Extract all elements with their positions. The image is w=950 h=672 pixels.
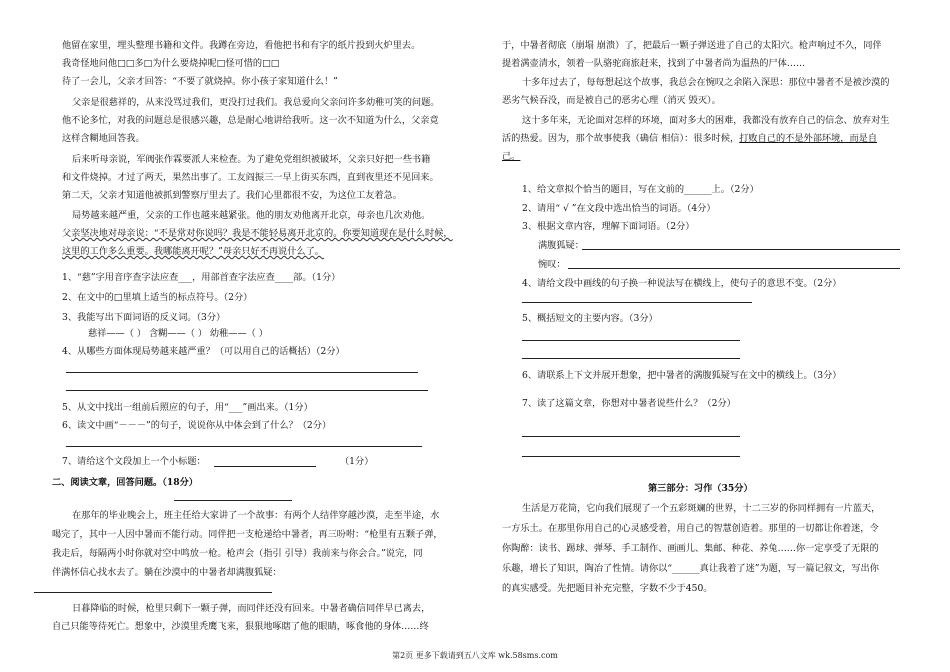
question-7-text: 7、请给这个文段加上一个小标题： bbox=[62, 456, 206, 467]
composition-line: 你陶醉：读书、踢球、弹琴、手工制作、画画儿、集邮、种花、养兔……你一定享受了无限的 bbox=[502, 543, 879, 554]
answer-line[interactable] bbox=[568, 268, 900, 269]
question-5: 5、从文中找出一组前后照应的句子，用“___”画出来。（1分） bbox=[62, 402, 313, 413]
story-line: 于，中暑者彻底（崩塌 崩溃）了，把最后一颗子弹送进了自己的太阳穴。枪声响过不久，同伴 bbox=[502, 40, 882, 51]
passage1-line bbox=[62, 246, 324, 258]
composition-line: 生活是万花筒，它向我们展现了一个五彩斑斓的世界，十二三岁的你同样拥有一片蓝天， bbox=[522, 503, 881, 514]
passage1-line: 他不论多忙，对我的问题总是很感兴趣，总是耐心地讲给我听。这一次不知道为什么，父亲竟 bbox=[62, 115, 439, 126]
story-line: 提着满壶清水，领着一队骆驼商旅赶来，找到了中暑者尚为温热的尸体…… bbox=[502, 58, 806, 69]
passage1-line: 第二天，父亲才知道他被抓到警察厅里去了。我们心里都很不安，为这位工友着急。 bbox=[62, 190, 402, 201]
story-line: 日暮降临的时候，枪里只剩下一颗子弹，而同伴还没有回来。中暑者确信同伴早已离去， bbox=[72, 603, 431, 614]
story-line: 我走后，每隔两小时你就对空中鸣放一枪。枪声会（指引 引导）我前来与你会合。”说完，同 bbox=[52, 548, 423, 559]
passage1-line: 我奇怪地问他□□多□为什么要烧掉呢□怪可惜的□□ bbox=[62, 58, 280, 69]
section-2-heading: 二、阅读文章，回答问题。（18分） bbox=[52, 477, 198, 488]
story-line: 喝完了，其中一人因中暑而不能行动。同伴把一支枪递给中暑者，再三吩咐：“枪里有五颗子弹， bbox=[52, 529, 443, 540]
question-4: 4、从哪些方面体现局势越来越严重？（可以用自己的话概括）（2分） bbox=[62, 346, 345, 357]
answer-line[interactable] bbox=[66, 446, 422, 447]
passage1-line: 待了一会儿，父亲才回答：“不要了就烧掉。你小孩子家知道什么！” bbox=[62, 76, 338, 87]
passage1-line: 他留在家里，埋头整理书籍和文件。我蹲在旁边，看他把书和有字的纸片投到火炉里去。 bbox=[62, 40, 421, 51]
composition-line: 乐趣，增长了知识，陶冶了性情。请你以“______真让我着了迷”为题，写一篇记叙文，写出你 bbox=[502, 563, 879, 574]
question-r2: 2、请用“ √ ”在文段中选出恰当的词语。（4分） bbox=[522, 203, 716, 214]
story-line: 伴满怀信心找水去了。躺在沙漠中的中暑者却满腹狐疑： bbox=[52, 567, 282, 578]
question-1: 1、“慈”字用音序查字法应查___，用部首查字法应查____部。（1分） bbox=[62, 272, 341, 283]
passage1-line: 父亲是很慈祥的，从来没骂过我们，更没打过我们。我总爱向父亲问许多幼稚可笑的问题。 bbox=[72, 97, 440, 108]
section-3-heading: 第三部分：习作（35分） bbox=[648, 483, 753, 494]
answer-line[interactable] bbox=[582, 249, 900, 250]
doubt-answer-line[interactable] bbox=[34, 592, 272, 593]
answer-line[interactable] bbox=[66, 390, 428, 391]
composition-line: 一方乐土。在那里你用自己的心灵感受着，用自己的智慧创造着。那里的一切都让你着迷，令 bbox=[502, 523, 879, 534]
passage1-line: 这样含糊地回答我。 bbox=[62, 133, 145, 144]
page-footer: 第2页 更多下载请到五八文库 wk.58sms.com bbox=[392, 651, 558, 660]
passage1-line: 局势越来越严重，父亲的工作也越来越紧张。他的朋友劝他离开北京，母亲也几次劝他。 bbox=[72, 210, 431, 221]
question-7 bbox=[62, 456, 206, 468]
composition-line: 的真实感受。先把题目补充完整，字数不少于450。 bbox=[502, 583, 713, 594]
story-line: 这十多年来，无论面对怎样的环境，面对多大的困难，我都没有放弃自己的信念、放弃对生 bbox=[522, 115, 890, 126]
question-r6: 6、请联系上下文并展开想象，把中暑者的满腹狐疑写在文中的横线上。（3分） bbox=[522, 370, 842, 381]
wavy-underlined-sentence: 亲坚决地对母亲说：“不是常对你说吗？我是不能轻易离开北京的。你要知道现在是什么时候， bbox=[71, 228, 453, 239]
question-r4: 4、请给文段中画线的句子换一种说法写在横线上，使句子的意思不变。（2分） bbox=[522, 278, 842, 289]
story-line bbox=[502, 133, 877, 145]
word-label-1: 满腹狐疑： bbox=[538, 240, 584, 251]
passage1-line: 后来听母亲说，军阀张作霖要派人来检查。为了避免党组织被破坏，父亲只好把一些书籍 bbox=[72, 154, 431, 165]
word-label-2: 惋叹： bbox=[538, 259, 566, 270]
passage1-line: 和文件烧掉。才过了两天，果然出事了。工友阎振三一早上街买东西，直到夜里还不见回来。 bbox=[62, 172, 439, 183]
question-6: 6、读文中画“－－－”的句子，说说你从中体会到了什么？（2分） bbox=[62, 420, 332, 431]
story-line: 恶劣气候吞没，而是被自己的恶劣心理（消灭 毁灭）。 bbox=[502, 95, 721, 106]
question-r5: 5、概括短文的主要内容。（3分） bbox=[522, 313, 658, 324]
underlined-sentence: 打败自己的不是外部环境，而是自 bbox=[739, 133, 878, 144]
question-2: 2、在文中的□里填上适当的标点符号。（2分） bbox=[62, 292, 253, 303]
answer-line[interactable] bbox=[522, 436, 740, 437]
story-title-line[interactable] bbox=[174, 500, 292, 501]
question-r3: 3、根据文章内容，理解下面词语。（2分） bbox=[522, 221, 695, 232]
answer-line[interactable] bbox=[66, 372, 418, 373]
story-line bbox=[502, 151, 520, 163]
plain-text: 活的热爱。因为，那个故事使我（确信 相信）：很多时候， bbox=[502, 133, 740, 144]
underlined-sentence: 己。 bbox=[502, 151, 521, 162]
question-r7: 7、读了这篇文章，你想对中暑者说些什么？（2分） bbox=[522, 398, 736, 409]
antonym-words: 慈祥——（ ） 含糊——（ ） 幼稚——（ ） bbox=[88, 328, 268, 339]
story-line: 在那年的毕业晚会上，班主任给大家讲了一个故事：有两个人结伴穿越沙漠，走至半途，水 bbox=[72, 510, 440, 521]
question-r1: 1、给文章拟个恰当的题目，写在文前的______上。（2分） bbox=[522, 184, 759, 195]
answer-line[interactable] bbox=[522, 456, 740, 457]
answer-line[interactable] bbox=[522, 358, 740, 359]
passage1-line bbox=[62, 228, 453, 240]
story-line: 十多年过去了，每每想起这个故事，我总会在惋叹之余陷入深思：那位中暑者不是被沙漠的 bbox=[522, 77, 890, 88]
wavy-underlined-sentence: 这里的工作多么重要。我哪能离开呢？”母亲只好不再说什么了。 bbox=[62, 246, 324, 257]
question-7-score: （1分） bbox=[340, 456, 374, 467]
answer-line[interactable] bbox=[522, 340, 740, 341]
answer-line[interactable] bbox=[522, 302, 752, 303]
plain-text: 父 bbox=[62, 228, 72, 239]
title-answer-line[interactable] bbox=[214, 466, 316, 467]
story-line: 自己只能等待死亡。想象中，沙漠里秃鹰飞来，狠狠地啄瞎了他的眼睛，啄食他的身体……终 bbox=[52, 621, 429, 632]
question-3: 3、我能写出下面词语的反义词。（3分） bbox=[62, 312, 226, 323]
